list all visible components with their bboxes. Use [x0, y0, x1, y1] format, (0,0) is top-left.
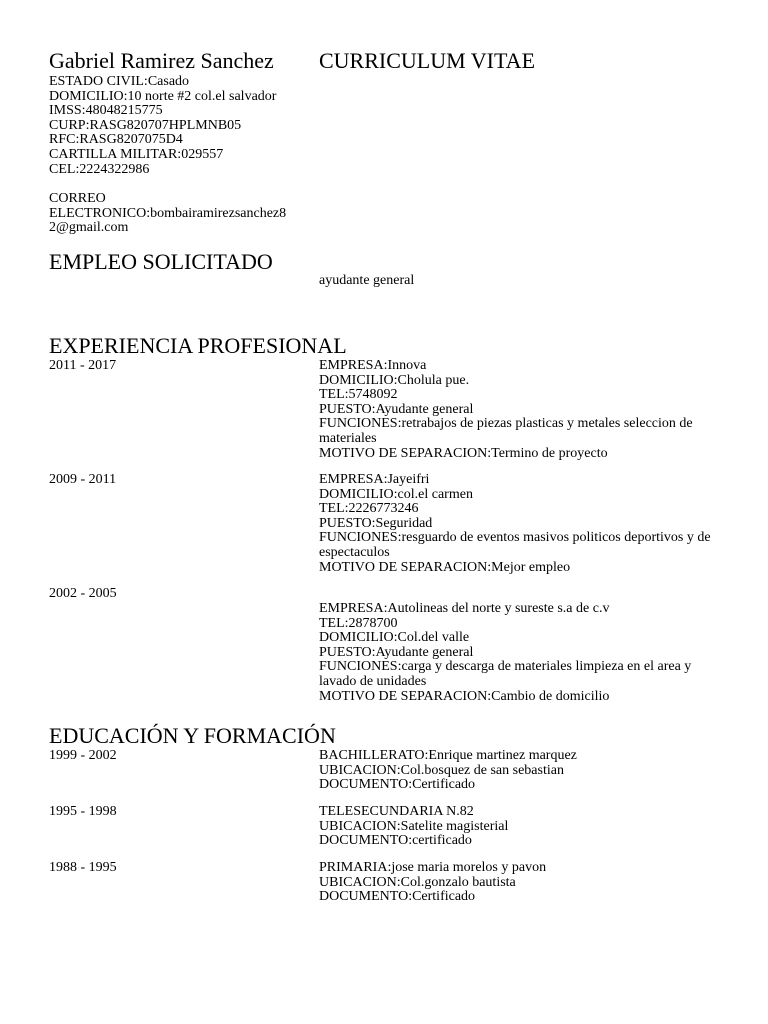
section-heading-experiencia: EXPERIENCIA PROFESIONAL — [49, 333, 347, 358]
email — [49, 192, 311, 236]
job-entry — [319, 359, 729, 461]
job-company: EMPRESA:Jayeifri — [319, 472, 430, 487]
job-functions: FUNCIONES:carga y descarga de materiales limpieza en el area y lavado de unidades — [319, 659, 692, 689]
address: DOMICILIO:10 norte #2 col.el salvador — [49, 88, 277, 104]
job-wanted: ayudante general — [319, 273, 415, 288]
education-school: PRIMARIA:jose maria morelos y pavon — [319, 860, 547, 875]
education-entry — [319, 861, 729, 905]
education-location: UBICACION:Satelite magisterial — [319, 818, 509, 834]
education-school: BACHILLERATO:Enrique martinez marquez — [319, 748, 577, 763]
education-dates: 1999 - 2002 — [49, 748, 117, 763]
job-leave-reason: MOTIVO DE SEPARACION:Termino de proyecto — [319, 445, 608, 461]
job-phone: TEL:5748092 — [319, 387, 398, 403]
job-functions: FUNCIONES:resguardo de eventos masivos politicos deportivos y de espectaculos — [319, 530, 711, 560]
job-functions: FUNCIONES:retrabajos de piezas plasticas y metales seleccion de materiales — [319, 416, 693, 446]
rfc: RFC:RASG8207075D4 — [49, 132, 183, 148]
job-address: DOMICILIO:Col.del valle — [319, 630, 470, 646]
email-label-3: 2@gmail.com — [49, 220, 129, 236]
job-address: DOMICILIO:Cholula pue. — [319, 372, 470, 388]
imss-number: IMSS:48048215775 — [49, 103, 163, 119]
education-document: DOCUMENTO:certificado — [319, 833, 472, 849]
education-entry — [319, 749, 729, 793]
military-card: CARTILLA MILITAR:029557 — [49, 146, 224, 162]
section-heading-empleo: EMPLEO SOLICITADO — [49, 249, 273, 274]
job-dates: 2002 - 2005 — [49, 586, 117, 601]
education-dates: 1988 - 1995 — [49, 860, 117, 875]
job-company: EMPRESA:Autolineas del norte y sureste s.a de c.v — [319, 601, 610, 616]
email-label-2: ELECTRONICO:bombairamirezsanchez8 — [49, 205, 287, 221]
education-document: DOCUMENTO:Certificado — [319, 777, 476, 793]
phone: CEL:2224322986 — [49, 161, 150, 177]
education-location: UBICACION:Col.bosquez de san sebastian — [319, 762, 564, 778]
education-entry — [319, 805, 729, 849]
personal-info — [49, 75, 311, 177]
section-heading-educacion: EDUCACIÓN Y FORMACIÓN — [49, 723, 336, 748]
job-entry — [319, 473, 729, 575]
job-dates: 2009 - 2011 — [49, 472, 117, 487]
education-dates: 1995 - 1998 — [49, 804, 117, 819]
education-document: DOCUMENTO:Certificado — [319, 889, 476, 905]
job-phone: TEL:2878700 — [319, 615, 398, 631]
marital-status: ESTADO CIVIL:Casado — [49, 74, 190, 89]
job-dates: 2011 - 2017 — [49, 358, 117, 373]
document-title: CURRICULUM VITAE — [319, 48, 536, 73]
job-position: PUESTO:Seguridad — [319, 515, 433, 531]
person-name: Gabriel Ramirez Sanchez — [49, 48, 274, 73]
education-location: UBICACION:Col.gonzalo bautista — [319, 874, 516, 890]
job-position: PUESTO:Ayudante general — [319, 644, 474, 660]
job-leave-reason: MOTIVO DE SEPARACION:Mejor empleo — [319, 559, 571, 575]
job-position: PUESTO:Ayudante general — [319, 401, 474, 417]
email-label-1: CORREO — [49, 191, 106, 206]
job-phone: TEL:2226773246 — [319, 501, 419, 517]
curp: CURP:RASG820707HPLMNB05 — [49, 117, 242, 133]
job-leave-reason: MOTIVO DE SEPARACION:Cambio de domicilio — [319, 688, 610, 704]
job-entry — [319, 602, 729, 704]
job-company: EMPRESA:Innova — [319, 358, 427, 373]
education-school: TELESECUNDARIA N.82 — [319, 804, 474, 819]
job-address: DOMICILIO:col.el carmen — [319, 486, 473, 502]
